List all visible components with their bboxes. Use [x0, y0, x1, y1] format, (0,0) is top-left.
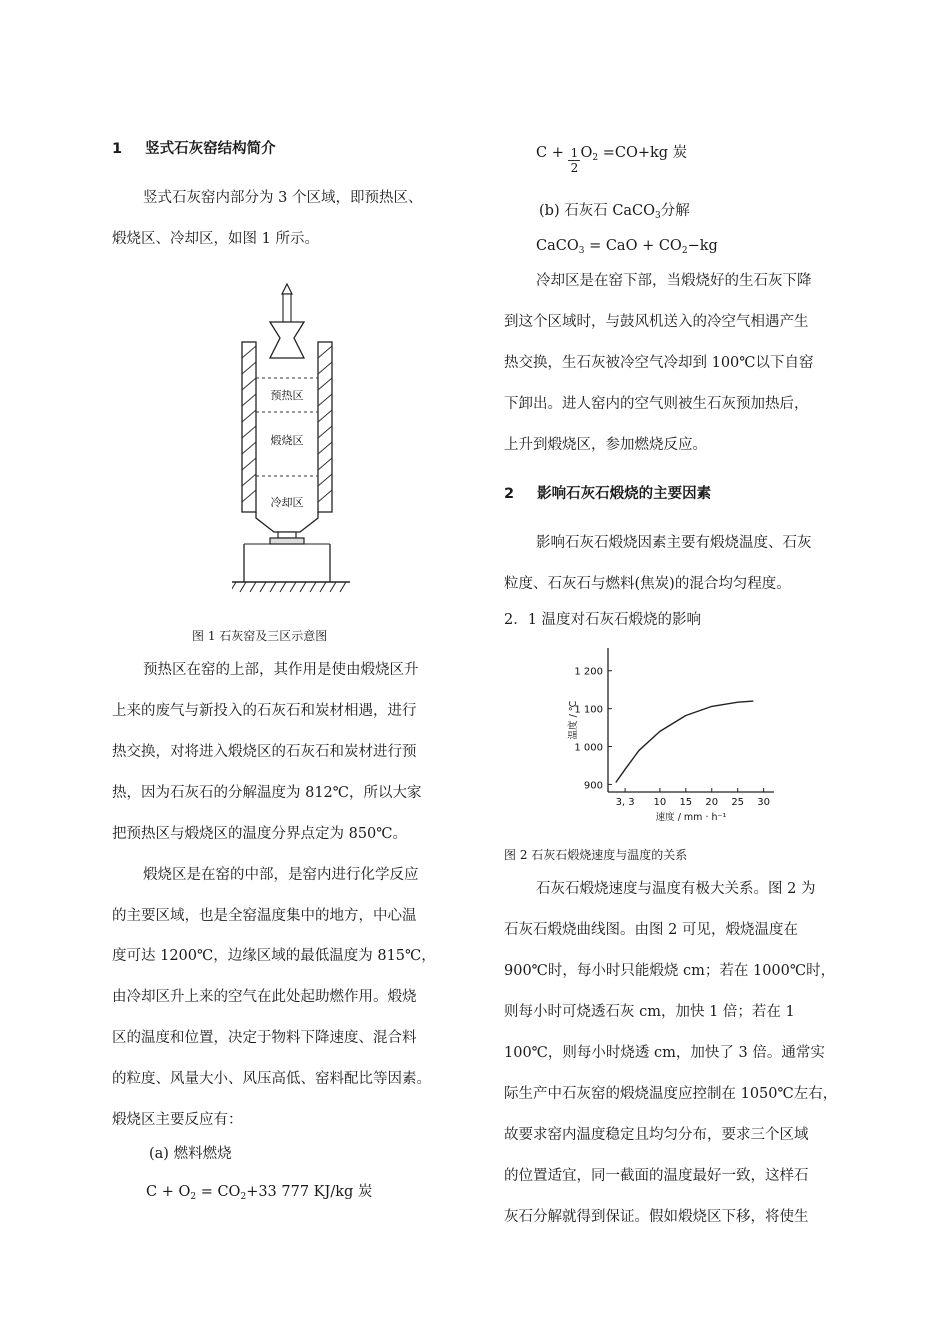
y-tick-label: 1 200	[574, 666, 603, 678]
x-tick-label: 15	[679, 797, 693, 808]
section-title: 竖式石灰窑结构简介	[145, 141, 276, 157]
text-line: 度可达 1200℃，边缘区域的最低温度为 815℃，	[112, 948, 436, 964]
text-line: 煅烧区、冷却区，如图 1 所示。	[112, 231, 319, 247]
text-line: 石灰石煅烧曲线图。由图 2 可见，煅烧温度在	[504, 922, 798, 938]
text-line: 煅烧区主要反应有：	[112, 1112, 243, 1128]
text-line: 的主要区域，也是全窑温度集中的地方，中心温	[112, 908, 417, 924]
discharge-tray	[270, 538, 304, 544]
text-line: 900℃时，每小时只能煅烧 cm；若在 1000℃时，	[504, 963, 836, 979]
section1-heading	[112, 140, 276, 158]
text-line: 热，因为石灰石的分解温度为 812℃，所以大家	[112, 785, 422, 801]
text-line: 冷却区是在窑下部，当煅烧好的生石灰下降	[536, 273, 812, 289]
equation-limestone-decomposition: CaCO$_3$ = CaO + $CO_2-kg$	[536, 238, 718, 256]
section2-heading	[504, 485, 711, 503]
reaction-item-b: (b) 石灰石 CaCO$_3$分解	[539, 203, 690, 221]
text-line: 竖式石灰窑内部分为 3 个区域，即预热区、	[143, 190, 423, 206]
y-tick-label: 1 100	[574, 704, 603, 716]
section-number: 1	[112, 141, 123, 157]
text-line: 粒度、石灰石与燃料(焦炭)的混合均匀程度。	[504, 576, 791, 592]
series-line	[616, 701, 754, 782]
text-line: 石灰石煅烧速度与温度有极大关系。图 2 为	[536, 881, 816, 897]
subsection-heading: 2．1 温度对石灰石煅烧的影响	[504, 612, 702, 628]
figure1-caption: 图 1 石灰窑及三区示意图	[192, 629, 328, 643]
calcination-chart	[562, 640, 792, 826]
section-title: 影响石灰石煅烧的主要因素	[537, 486, 712, 502]
section-number: 2	[504, 486, 515, 502]
text-line: 灰石分解就得到保证。假如煅烧区下移，将使生	[504, 1209, 809, 1225]
text-line: 故要求窑内温度稳定且均匀分布，要求三个区域	[504, 1127, 809, 1143]
text-line: 热交换，生石灰被冷空气冷却到 100℃以下自窑	[504, 355, 814, 371]
y-axis-label: 温度 / ℃	[568, 700, 579, 740]
x-tick-label: 20	[705, 797, 719, 808]
figure2-caption: 图 2 石灰石煅烧速度与温度的关系	[504, 848, 688, 862]
discharge-funnel	[256, 512, 318, 532]
x-axis-label: 速度 / mm · h⁻¹	[655, 812, 727, 823]
y-tick-label: 900	[583, 780, 603, 792]
zone-label-cool: 冷却区	[270, 496, 304, 509]
text-line: 区的温度和位置，决定于物料下降速度、混合料	[112, 1030, 417, 1046]
text-line: 则每小时可烧透石灰 cm，加快 1 倍；若在 1	[504, 1004, 795, 1020]
feed-hopper	[270, 322, 304, 358]
kiln-diagram	[232, 282, 392, 602]
x-tick-label: 3, 3	[615, 797, 635, 808]
equation-incomplete-combustion: $C + \frac{1}{2}$ $O_2 =CO+kg$ 炭	[536, 145, 688, 175]
text-line: 预热区在窑的上部，其作用是使由煅烧区升	[143, 662, 419, 678]
text-line: 影响石灰石煅烧因素主要有煅烧温度、石灰	[536, 535, 812, 551]
text-line: 上来的废气与新投入的石灰石和炭材相遇，进行	[112, 703, 417, 719]
text-line: 热交换，对将进入煅烧区的石灰石和炭材进行预	[112, 744, 417, 760]
x-tick-label: 25	[731, 797, 745, 808]
x-tick-label: 30	[757, 797, 770, 808]
text-line: 下卸出。进人窑内的空气则被生石灰预加热后，	[504, 396, 809, 412]
equation-fuel-combustion: $C + O_2 = CO_2+33$ 777 KJ/kg 炭	[146, 1184, 373, 1202]
text-line: 100℃，则每小时烧透 cm，加快了 3 倍。通常实	[504, 1045, 825, 1061]
text-line: 由冷却区升上来的空气在此处起助燃作用。煅烧	[112, 989, 417, 1005]
zone-label-preheat: 预热区	[270, 389, 304, 402]
y-tick-label: 1 000	[574, 742, 603, 754]
text-line: 煅烧区是在窑的中部，是窑内进行化学反应	[143, 867, 419, 883]
reaction-item-a: (a) 燃料燃烧	[149, 1146, 232, 1162]
text-line: 到这个区域时，与鼓风机送入的冷空气相遇产生	[504, 314, 809, 330]
x-tick-label: 10	[653, 797, 667, 808]
zone-label-calcine: 煅烧区	[270, 434, 304, 447]
text-line: 的粒度、风量大小、风压高低、窑料配比等因素。	[112, 1071, 431, 1087]
text-line: 的位置适宜，同一截面的温度最好一致，这样石	[504, 1168, 809, 1184]
text-line: 际生产中石灰窑的煅烧温度应控制在 1050℃左右，	[504, 1086, 838, 1102]
text-line: 把预热区与煅烧区的温度分界点定为 850℃。	[112, 826, 408, 842]
text-line: 上升到煅烧区，参加燃烧反应。	[504, 437, 707, 453]
